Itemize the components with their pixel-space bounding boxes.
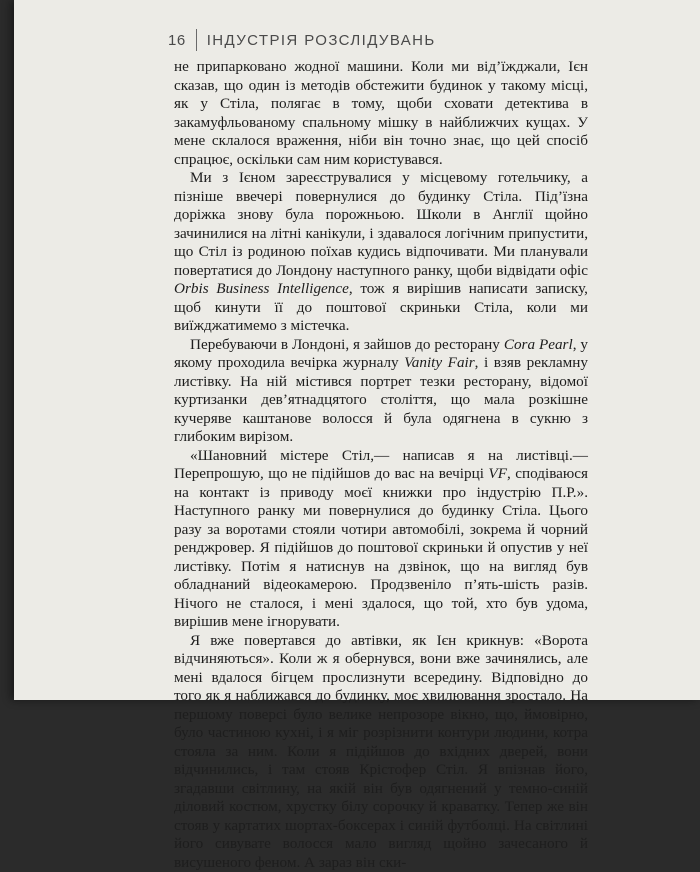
italic-text: Vanity Fair xyxy=(404,354,475,371)
text-run: , тож я вирішив написати записку, щоб кинути її до поштової скриньки Стіла, коли ми виїжджатимемо з містечка. xyxy=(174,280,588,334)
text-run: не припарковано жодної машини. Коли ми від’їжджали, Ієн сказав, що один із методів обстежити будинок у такому місці, як у Стіла, полягає в тому, щоби сховати детектива в закамуфльованому спальному мішку в найближчих кущах. У мене склалося враження, ніби він точно знає, що цей спосіб спрацює, оскільки сам ним користувався. xyxy=(174,58,588,168)
italic-text: VF xyxy=(488,465,507,482)
text-run: «Шановний містере Стіл,— написав я на листівці.— Перепрошую, що не підійшов до вас на вечірці xyxy=(174,447,588,483)
paragraph xyxy=(174,447,588,632)
text-run: , сподіваюся на контакт із приводу моєї книжки про індустрію П.Р.». Наступного ранку ми повернулися до будинку Стіла. Цього разу за воротами стояли чотири автомобілі, зокрема й чорний ренджровер. Я підійшов до поштової скриньки й опустив у неї листівку. Потім я натиснув на дзвінок, що на вигляд був обладнаний відеокамерою. Продзвеніло п’ять-шість разів. Нічого не сталося, і мені здалося, що той, хто був удома, вирішив мене ігнорувати. xyxy=(174,465,588,630)
body-text xyxy=(174,58,588,872)
paragraph xyxy=(174,632,588,872)
text-run: , у якому проходила вечірка журналу xyxy=(174,336,588,372)
running-head-title: ІНДУСТРІЯ РОЗСЛІДУВАНЬ xyxy=(207,32,436,49)
paragraph xyxy=(174,169,588,336)
text-run: Ми з Ієном зареєструвалися у місцевому готельчику, а пізніше ввечері повернулися до будинку Стіла. Під’їзна доріжка знову була порожньою. Школи в Англії щойно зачинилися на літні канікули, і здавалося логічним припустити, що Стіл із родиною поїхав кудись відпочивати. Ми планували повертатися до Лондону наступного ранку, щоби відвідати офіс xyxy=(174,169,588,279)
paragraph xyxy=(174,58,588,169)
header-divider xyxy=(196,29,197,51)
text-run: Перебуваючи в Лондоні, я зайшов до ресторану xyxy=(190,336,504,353)
text-run: Я вже повертався до автівки, як Ієн крикнув: «Ворота відчиняються». Коли ж я обернувся, вони вже зачинялись, але мені вдалося бігцем прослизнути всередину. Відповідно до того як я наближався до будинку, моє хвилювання зростало. На першому поверсі було велике непрозоре вікно, що, ймовірно, було частиною кухні, і я міг розрізнити контури людини, котра стояла за ним. Коли я підійшов до вхідних дверей, вони відчинились, і там стояв Крістофер Стіл. Я впізнав його, згадавши світлину, на якій він був одягнений у темно-синій діловий костюм, хрустку білу сорочку й краватку. Тепер же він стояв у картатих шортах-боксерах і синій футболці. На світлині його сивувате волосся мало вигляд щойно зачесаного й висушеного феном. А зараз він ски- xyxy=(174,632,588,871)
page-number: 16 xyxy=(168,32,186,49)
paragraph xyxy=(174,336,588,447)
running-head xyxy=(168,29,436,51)
text-run: , і взяв рекламну листівку. На ній містився портрет тезки ресторану, відомої куртизанки дев’ятнадцятого століття, що мала розкішне кучеряве каштанове волосся й була одягнена в сукню з глибоким вирізом. xyxy=(174,354,588,445)
italic-text: Orbis Business Intelligence xyxy=(174,280,349,297)
italic-text: Cora Pearl xyxy=(504,336,573,353)
book-page xyxy=(14,0,700,700)
